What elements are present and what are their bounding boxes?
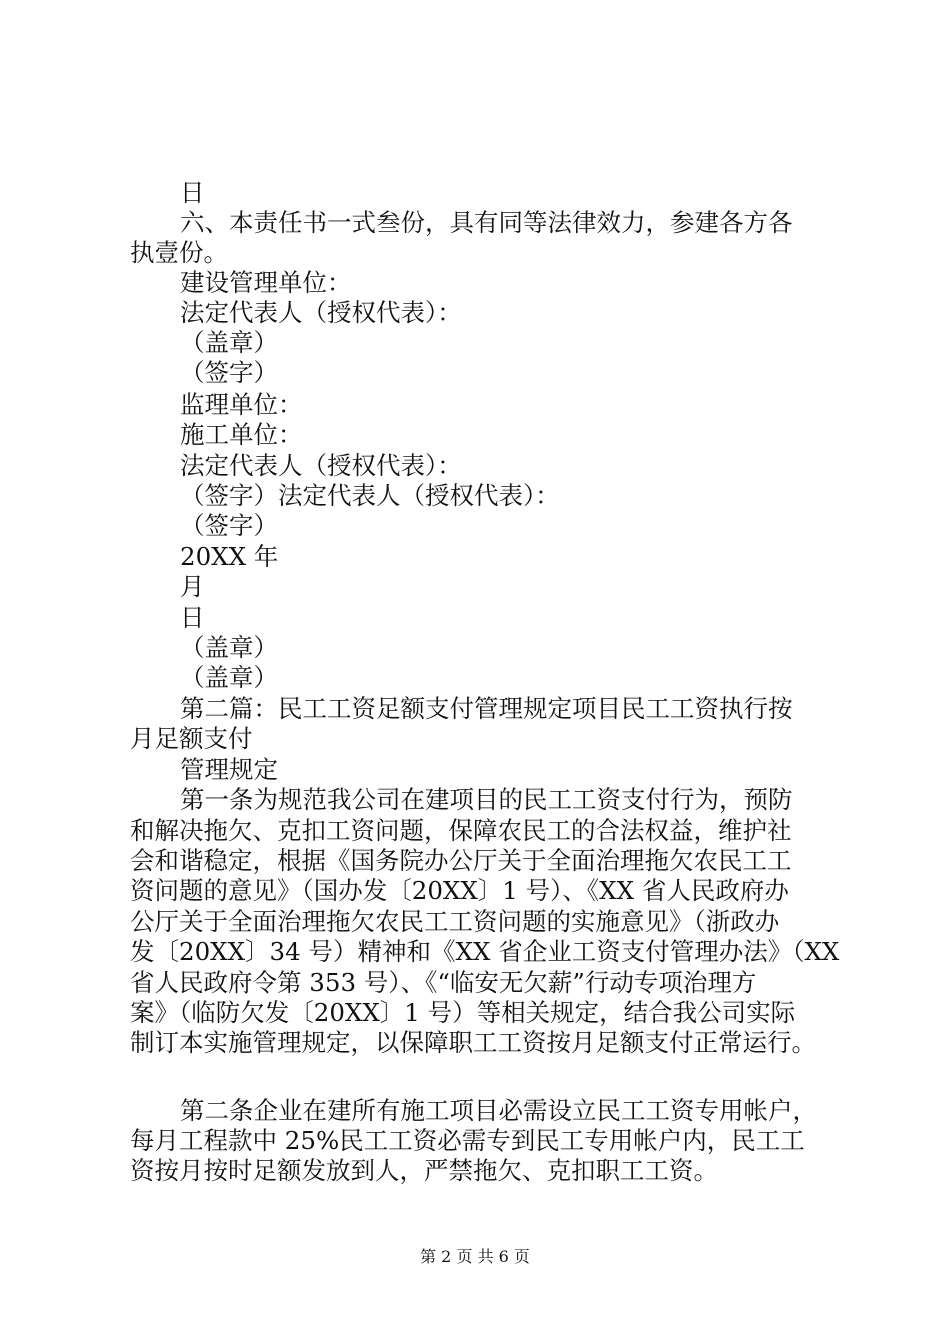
text-line: （盖章） — [180, 328, 278, 357]
text-line: 和解决拖欠、克扣工资问题，保障农民工的合法权益，维护社 — [130, 816, 792, 845]
section-heading: 第二篇：民工工资足额支付管理规定项目民工工资执行按 — [180, 694, 793, 723]
text-line: （盖章） — [180, 663, 278, 692]
text-line: 施工单位： — [180, 420, 303, 449]
text-line: 日 — [180, 178, 205, 207]
text-line: 省人民政府令第 353 号）、《“临安无欠薪”行动专项治理方 — [130, 968, 757, 997]
text-line: 资按月按时足额发放到人，严禁拖欠、克扣职工工资。 — [130, 1156, 718, 1185]
section-heading: 管理规定 — [180, 755, 278, 784]
text-line: 法定代表人（授权代表）： — [180, 451, 462, 480]
text-line: 会和谐稳定，根据《国务院办公厅关于全面治理拖欠农民工工 — [130, 846, 792, 875]
text-line: 监理单位： — [180, 390, 303, 419]
text-line: （签字） — [180, 358, 278, 387]
text-line: 资问题的意见》（国办发〔20XX〕1 号）、《XX 省人民政府办 — [130, 876, 789, 905]
text-line: 建设管理单位： — [180, 268, 352, 297]
text-line: 案》（临防欠发〔20XX〕1 号）等相关规定，结合我公司实际 — [130, 998, 796, 1027]
text-line: 执壹份。 — [130, 238, 228, 267]
text-line: 第二条企业在建所有施工项目必需设立民工工资专用帐户， — [180, 1096, 817, 1125]
text-line: （盖章） — [180, 633, 278, 662]
text-line: 日 — [180, 603, 205, 632]
text-line: （签字） — [180, 511, 278, 540]
text-line: 法定代表人（授权代表）： — [180, 298, 462, 327]
text-line: 公厅关于全面治理拖欠农民工工资问题的实施意见》（浙政办 — [130, 907, 780, 936]
section-heading: 月足额支付 — [130, 724, 253, 753]
text-line: 六、本责任书一式叁份，具有同等法律效力，参建各方各 — [180, 208, 793, 237]
text-line: 每月工程款中 25%民工工资必需专到民工专用帐户内，民工工 — [130, 1126, 805, 1155]
text-line: 发〔20XX〕34 号）精神和《XX 省企业工资支付管理办法》（XX — [130, 937, 840, 966]
text-line: 20XX 年 — [180, 542, 279, 571]
text-line: 第一条为规范我公司在建项目的民工工资支付行为，预防 — [180, 785, 793, 814]
page-footer: 第 2 页 共 6 页 — [420, 1247, 530, 1266]
text-line: （签字）法定代表人（授权代表）： — [180, 481, 560, 510]
text-line: 月 — [180, 572, 205, 601]
text-line: 制订本实施管理规定，以保障职工工资按月足额支付正常运行。 — [130, 1028, 816, 1057]
